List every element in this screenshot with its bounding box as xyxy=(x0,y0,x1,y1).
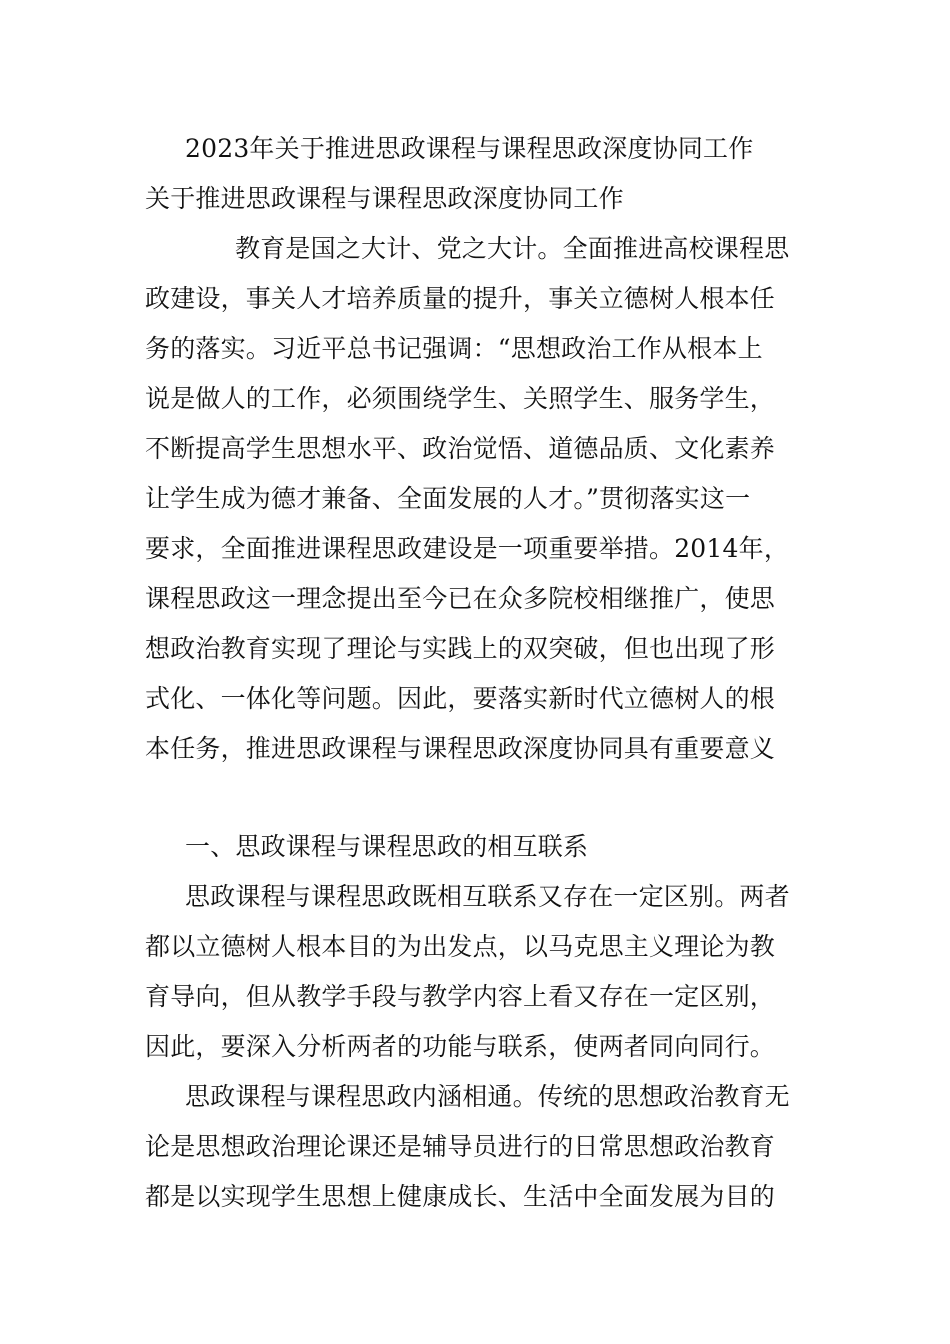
intro-line: 想政治教育实现了理论与实践上的双突破，但也出现了形 xyxy=(145,634,776,663)
paragraph-line: 思政课程与课程思政内涵相通。传统的思想政治教育无 xyxy=(185,1082,790,1111)
document-title: 2023年关于推进思政课程与课程思政深度协同工作 xyxy=(185,134,754,163)
section-heading: 一、思政课程与课程思政的相互联系 xyxy=(185,832,589,861)
intro-line: 式化、一体化等问题。因此，要落实新时代立德树人的根 xyxy=(145,684,776,713)
intro-line: 政建设，事关人才培养质量的提升，事关立德树人根本任 xyxy=(145,284,776,313)
intro-line: 要求，全面推进课程思政建设是一项重要举措。2014年， xyxy=(145,534,790,563)
intro-line: 说是做人的工作，必须围绕学生、关照学生、服务学生， xyxy=(145,384,776,413)
paragraph-line: 思政课程与课程思政既相互联系又存在一定区别。两者 xyxy=(185,882,790,911)
paragraph-line: 育导向，但从教学手段与教学内容上看又存在一定区别， xyxy=(145,982,776,1011)
intro-line: 本任务，推进思政课程与课程思政深度协同具有重要意义 xyxy=(145,734,776,763)
intro-line: 教育是国之大计、党之大计。全面推进高校课程思 xyxy=(235,234,790,263)
document-subtitle: 关于推进思政课程与课程思政深度协同工作 xyxy=(145,184,624,213)
intro-line: 课程思政这一理念提出至今已在众多院校相继推广，使思 xyxy=(145,584,776,613)
paragraph-line: 都是以实现学生思想上健康成长、生活中全面发展为目的 xyxy=(145,1182,776,1211)
intro-line: 不断提高学生思想水平、政治觉悟、道德品质、文化素养 xyxy=(145,434,776,463)
intro-line: 务的落实。习近平总书记强调：“思想政治工作从根本上 xyxy=(145,334,763,363)
intro-line: 让学生成为德才兼备、全面发展的人才。”贯彻落实这一 xyxy=(145,484,751,513)
paragraph-line: 都以立德树人根本目的为出发点，以马克思主义理论为教 xyxy=(145,932,776,961)
paragraph-line: 因此，要深入分析两者的功能与联系，使两者同向同行。 xyxy=(145,1032,776,1061)
paragraph-line: 论是思想政治理论课还是辅导员进行的日常思想政治教育 xyxy=(145,1132,776,1161)
